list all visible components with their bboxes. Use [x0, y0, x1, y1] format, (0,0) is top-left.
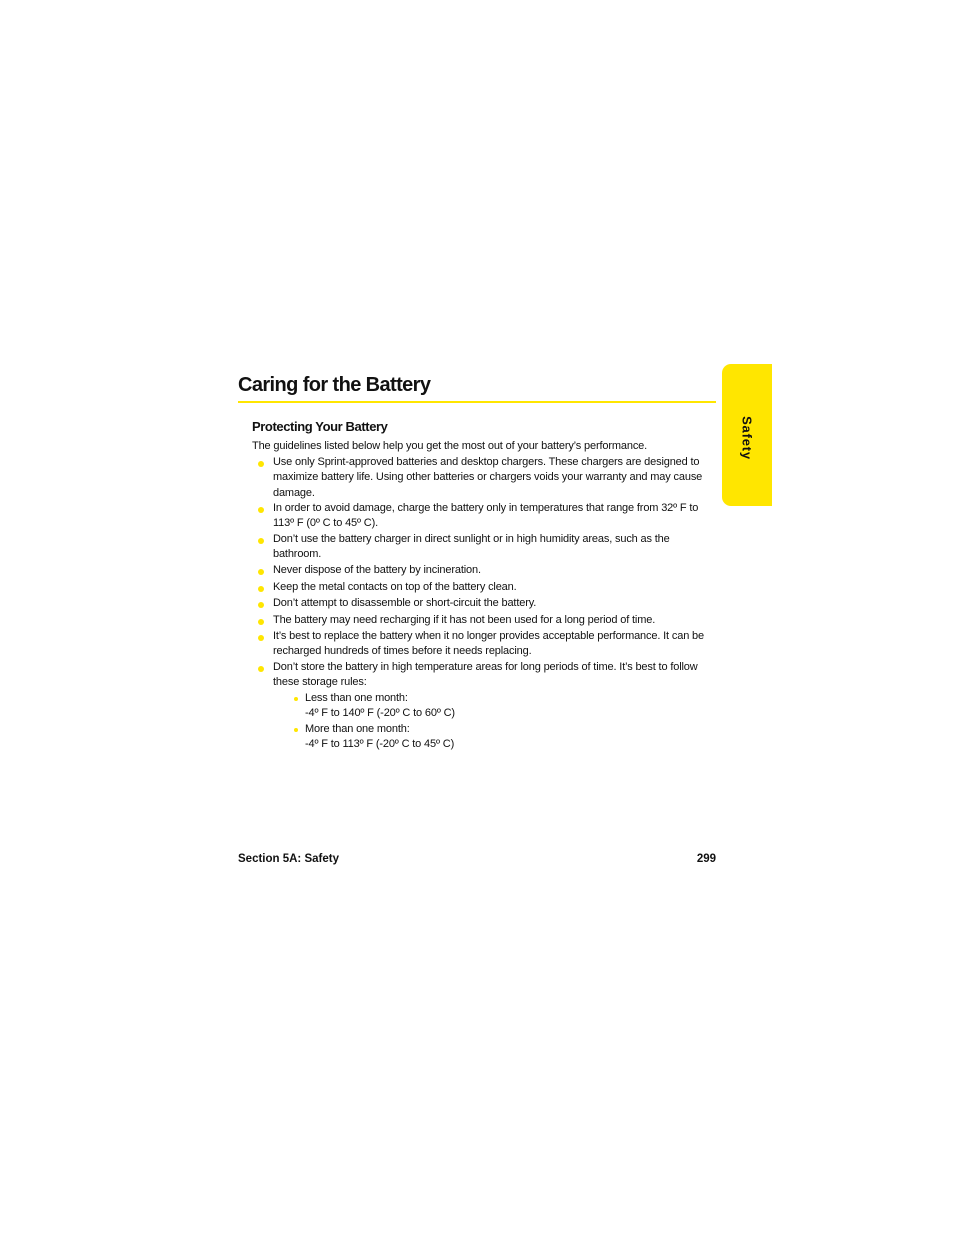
bullet-icon — [258, 666, 264, 672]
section-tab-label: Safety — [739, 416, 755, 460]
sub-bullet-icon — [294, 728, 298, 732]
list-item — [256, 613, 716, 628]
list-item-text: Don’t store the battery in high temperature areas for long periods of time. It’s best to follow these storage rules: — [273, 661, 698, 689]
bullet-icon — [258, 507, 264, 513]
list-item — [256, 532, 716, 563]
subheading: Protecting Your Battery — [252, 419, 388, 434]
list-item — [256, 501, 716, 532]
list-item-text: Don’t attempt to disassemble or short-circuit the battery. — [273, 597, 537, 609]
list-item-text: Don’t use the battery charger in direct sunlight or in high humidity areas, such as the bathroom. — [273, 533, 670, 561]
sub-bullet-icon — [294, 697, 298, 701]
bullet-icon — [258, 586, 264, 592]
bullet-icon — [258, 602, 264, 608]
list-item — [256, 629, 716, 660]
storage-rule-item — [294, 691, 594, 722]
storage-rule-range: -4º F to 113º F (-20º C to 45º C) — [305, 738, 455, 751]
list-item — [256, 596, 716, 611]
bullet-icon — [258, 461, 264, 467]
footer-section-label: Section 5A: Safety — [238, 853, 339, 865]
list-item — [256, 563, 716, 578]
page-number: 299 — [696, 853, 716, 865]
list-item — [256, 660, 716, 691]
list-item-text: The battery may need recharging if it has not been used for a long period of time. — [273, 614, 656, 626]
storage-rule-range: -4º F to 140º F (-20º C to 60º C) — [305, 707, 455, 720]
storage-rule-item — [294, 722, 594, 753]
list-item-text: Never dispose of the battery by incineration. — [273, 564, 481, 576]
bullet-icon — [258, 635, 264, 641]
bullet-icon — [258, 619, 264, 625]
bullet-icon — [258, 538, 264, 544]
list-item-text: Use only Sprint-approved batteries and desktop chargers. These chargers are designed to maximize battery life. Using other batteries or chargers voids your warranty and may cause damage. — [273, 456, 703, 499]
page-title: Caring for the Battery — [238, 374, 431, 396]
storage-rule-label: Less than one month: — [305, 692, 408, 704]
bullet-icon — [258, 569, 264, 575]
list-item — [256, 580, 716, 595]
title-rule — [238, 401, 716, 403]
list-item — [256, 455, 716, 501]
list-item-text: Keep the metal contacts on top of the battery clean. — [273, 581, 517, 593]
list-item-text: In order to avoid damage, charge the battery only in temperatures that range from 32º F to 113º F (0º C to 45º C). — [273, 502, 699, 530]
intro-text: The guidelines listed below help you get the most out of your battery’s performance. — [252, 440, 648, 452]
list-item-text: It’s best to replace the battery when it no longer provides acceptable performance. It can be recharged hundreds of times before it needs replacing. — [273, 630, 704, 658]
storage-rule-label: More than one month: — [305, 723, 410, 735]
